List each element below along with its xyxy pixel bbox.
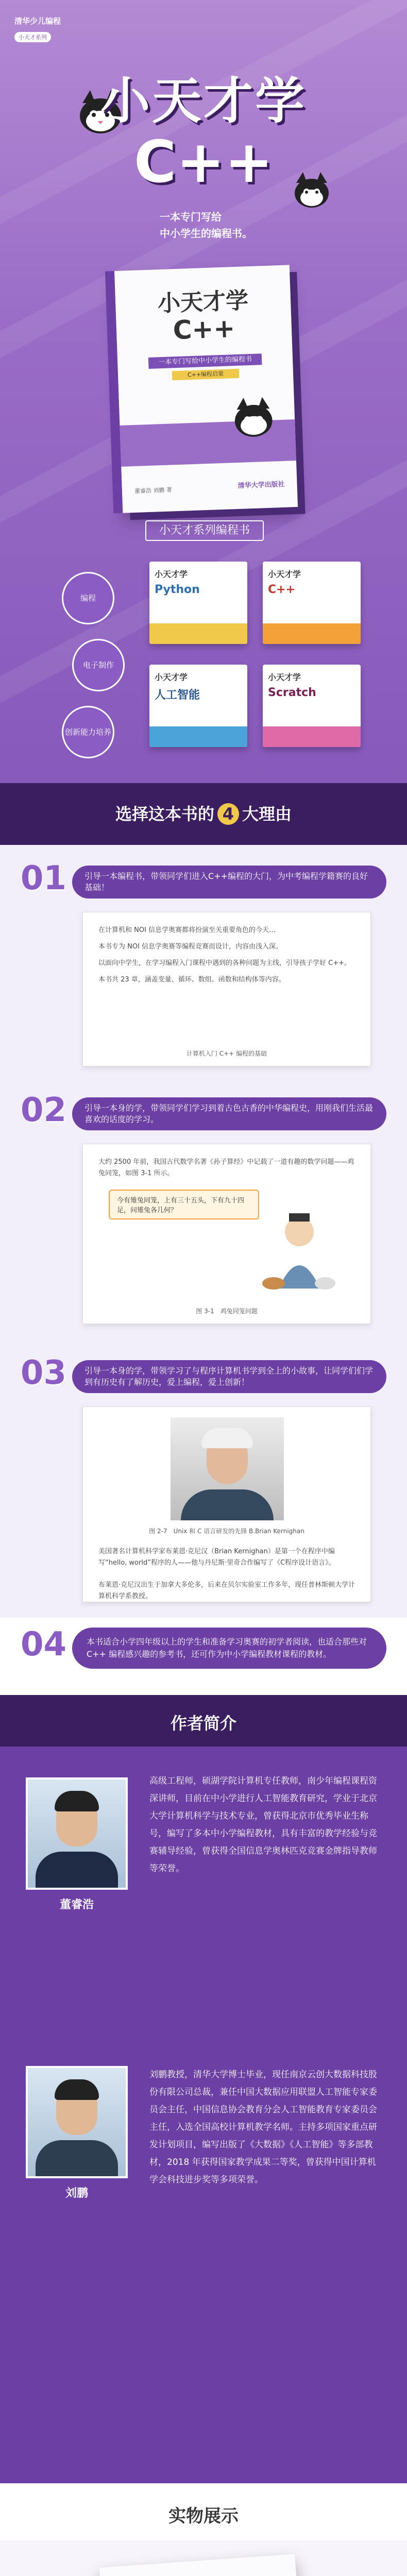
book-cover-tag: C++编程启蒙: [172, 369, 240, 381]
ancient-scholar-illustration: [253, 1206, 346, 1294]
series-book-band: [149, 726, 247, 747]
series-book-band: [263, 726, 361, 747]
hero-subtitle: [160, 209, 283, 245]
series-book-title: 小天才学: [268, 569, 301, 579]
reasons-heading-pre: 选择这本书的: [115, 804, 214, 824]
author-photo: [26, 1777, 128, 1890]
hero-subtitle-line: 一本专门写给: [160, 211, 222, 223]
book-cover: [114, 265, 298, 513]
reason-item: [21, 860, 386, 1077]
reasons-count-badge: 4: [217, 803, 239, 825]
feature-badge: 编程: [62, 572, 114, 624]
series-book: [149, 562, 247, 644]
page-paragraph: 在计算机和 NOI 信息学奥赛都将扮演至关重要角色的今天…: [98, 926, 276, 934]
reason-text: 引导一本身的学，带领学习了与程序计算机书学到全上的小故事，让同学们们学到有历史有了解历史，爱上编程，爱上创新！: [72, 1360, 386, 1393]
reason-item: [21, 1355, 386, 1613]
page-paragraph: 以面向中学生，在学习编程入门课程中遇到的各种问题为主线，引导孩子学好 C++。: [98, 959, 351, 967]
page-caption: 计算机入门 C++ 编程的基础: [186, 1050, 267, 1057]
book-cover-authors: 董睿浩 刘鹏 著: [134, 486, 173, 495]
page-paragraph: 本书共 23 章，涵盖变量、循环、数组、函数和结构体等内容。: [98, 976, 285, 984]
page-paragraph: 大约 2500 年前，我国古代数学名著《孙子算经》中记载了一道有趣的数学问题——鸡兔同笼，如图 3-1 所示。: [98, 1158, 354, 1177]
reason-page-sample: [82, 1144, 371, 1324]
series-book-subject: 人工智能: [155, 689, 200, 702]
reasons-heading: [0, 801, 407, 825]
portrait-photo: [171, 1417, 284, 1520]
author-bio: 高级工程师，硕湖学院计算机专任教师，南少年编程课程资深讲师，目前在中小学进行人工智能教育研究，学业于北京大学计算机科学与技术专业，曾获得北京市优秀毕业生称号，编写了多本中小学编程教材，具有丰富的教学经验与竞赛辅导经验，曾获得全国信息学奥林匹克竞赛金牌指导教师等荣誉。: [149, 1776, 377, 1874]
series-label: 小天才系列编程书: [145, 520, 264, 541]
book-cover-lang: C++: [172, 313, 236, 346]
reason-page-sample: [82, 912, 371, 1066]
reason-text: 引导一本身的学，带领同学们学习到着古色古香的中华编程史，用刚我们生活最喜欢的话度的学习。: [72, 1097, 386, 1130]
series-book-subject: C++: [268, 583, 296, 596]
hero-section: [0, 0, 407, 783]
reason-page-sample: [82, 1406, 371, 1602]
reason-number: 01: [21, 859, 67, 897]
page-paragraph: 本书专为 NOI 信息学奥赛等编程竞赛而设计，内容由浅入深。: [98, 943, 283, 951]
reason-number: 03: [21, 1354, 67, 1392]
authors-heading: 作者简介: [170, 1714, 236, 1733]
series-book-subject: Scratch: [268, 686, 316, 699]
series-book: [263, 665, 361, 747]
series-badge: 小天才系列: [14, 32, 51, 42]
author-photo: [26, 2066, 128, 2178]
gallery-header: [0, 2483, 407, 2540]
feature-badge: 电子制作: [72, 639, 125, 691]
reason-text: 本书适合小学四年级以上的学生和准备学习奥赛的初学者阅读，也适合那些对 C++ 编程感兴趣的参考书，还可作为中小学编程教材课程的教材。: [72, 1628, 386, 1669]
author-name: 刘鹏: [65, 2187, 88, 2200]
series-book: [263, 562, 361, 644]
feature-badge: 创新能力培养: [62, 706, 114, 758]
series-book-band: [263, 623, 361, 644]
author-name: 董睿浩: [59, 1899, 94, 1911]
brand-logo: [14, 12, 76, 42]
book-photo-cover: [99, 2554, 313, 2576]
author-bio: 刘鹏教授，清华大学博士毕业，现任南京云创大数据科技股份有限公司总裁，兼任中国大数据应用联盟人工智能专家委员会主任，中国信息协会教育分会人工智能教育专家委员会主任，入选全国高校计算机教学名师。主持多项国家重点研发计划项目，编写出版了《大数据》《人工智能》等多部教材，2018 年获得国家教学成果二等奖，曾获得中国计算机学会科技进步奖等多项荣誉。: [149, 2070, 377, 2185]
reasons-heading-post: 大理由: [242, 804, 292, 824]
gallery-heading: 实物展示: [168, 2506, 239, 2527]
hero-title: 小天才学: [100, 72, 307, 130]
hero-title-cpp: C++: [134, 129, 273, 196]
series-book-title: 小天才学: [155, 672, 188, 682]
series-book-subject: Python: [155, 583, 200, 596]
reason-item: [21, 1620, 386, 1677]
reason-number: 02: [21, 1091, 67, 1129]
series-book-band: [149, 623, 247, 644]
speech-bubble: 今有雉兔同笼，上有三十五头，下有九十四足，问雉兔各几何？: [109, 1190, 259, 1219]
series-book: [149, 665, 247, 747]
hero-subtitle-line: 中小学生的编程书。: [160, 227, 252, 240]
page-caption: 图 3-1 鸡兔同笼问题: [196, 1308, 258, 1315]
series-showcase: [0, 551, 407, 768]
series-book-title: 小天才学: [155, 569, 188, 579]
reason-number: 04: [21, 1625, 67, 1664]
reasons-header: [0, 783, 407, 845]
reason-text: 引导一本编程书，带领同学们进入C++编程的大门，为中考编程学籍赛的良好基础！: [72, 866, 386, 899]
cat-mascot-icon: [227, 394, 280, 447]
series-book-title: 小天才学: [268, 672, 301, 682]
reason-item: [21, 1092, 386, 1340]
book-cover-subtitle: 一本专门写给中小学生的编程书: [148, 353, 262, 369]
brand-logo-text: 清华少儿编程: [14, 16, 61, 26]
page-paragraph: 美国著名计算机科学家布莱恩·克尼汉（Brian Kernighan）是第一个在程序中编写“hello, world”程序的人——他与丹尼斯·里奇合作编写了《C程序设计语言》。: [98, 1548, 335, 1567]
authors-section: [0, 1747, 407, 2483]
book-cover-title: 小天才学: [157, 287, 249, 317]
page-caption: 图 2-7 Unix 和 C 语言研发的先锋 B.Brian Kernighan: [149, 1528, 304, 1535]
book-cover-publisher: 清华大学出版社: [238, 480, 285, 490]
authors-header: [0, 1695, 407, 1747]
gallery-section: [0, 2540, 407, 2576]
page-paragraph: 布莱恩·克尼汉出生于加拿大多伦多，后来在贝尔实验室工作多年，现任普林斯顿大学计算机科学系教授。: [98, 1581, 355, 1600]
